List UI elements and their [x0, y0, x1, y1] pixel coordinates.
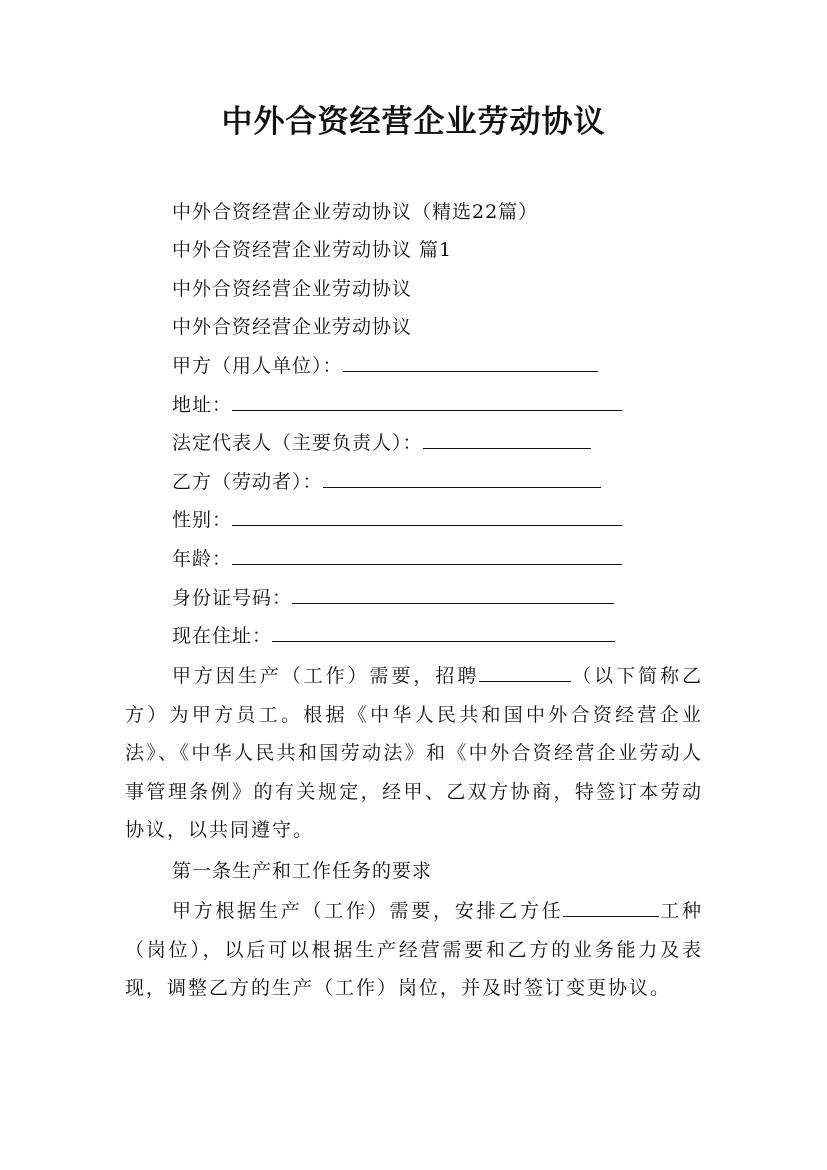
paragraph-recruitment — [125, 657, 703, 850]
fill-blank — [479, 663, 571, 682]
field-employer — [172, 352, 598, 380]
document-title: 中外合资经营企业劳动协议 — [221, 104, 606, 140]
intro-line-3: 中外合资经营企业劳动协议 — [172, 278, 413, 300]
field-label: 性别： — [172, 509, 233, 531]
paragraph-text: 甲方因生产（工作）需要，招聘 — [172, 665, 480, 687]
fill-blank — [563, 898, 659, 917]
paragraph-text: 甲方根据生产（工作）需要，安排乙方任 — [172, 900, 564, 922]
field-current-address — [172, 622, 615, 650]
fill-blank — [323, 469, 601, 488]
field-label: 乙方（劳动者）： — [172, 471, 323, 493]
intro-line-4: 中外合资经营企业劳动协议 — [172, 316, 413, 338]
field-label: 身份证号码： — [172, 587, 293, 609]
field-legal-rep — [172, 429, 591, 457]
field-label: 法定代表人（主要负责人）： — [172, 432, 423, 454]
fill-blank — [232, 546, 622, 565]
field-address — [172, 391, 622, 419]
field-employee — [172, 468, 601, 496]
field-label: 现在住址： — [172, 625, 273, 647]
paragraph-text: （以下简称乙方）为甲方员工。根据《中华人民共和国中外合资经营企业法》、《中华人民共和国劳动法》和《中外合资经营企业劳动人事管理条例》的有关规定，经甲、乙双方协商，特签订本劳动协议，以共同遵守。 — [125, 665, 703, 841]
fill-blank — [232, 507, 622, 526]
paragraph-work-tasks — [125, 892, 703, 1008]
intro-line-2: 中外合资经营企业劳动协议 篇1 — [172, 239, 453, 261]
fill-blank — [423, 430, 591, 449]
field-label: 甲方（用人单位）： — [172, 355, 343, 377]
field-label: 年龄： — [172, 548, 233, 570]
fill-blank — [232, 392, 622, 411]
field-label: 地址： — [172, 394, 233, 416]
field-id-number — [172, 584, 614, 612]
field-age — [172, 545, 622, 573]
section-heading: 第一条生产和工作任务的要求 — [172, 860, 433, 882]
field-gender — [172, 506, 622, 534]
fill-blank — [272, 623, 615, 642]
fill-blank — [292, 585, 614, 604]
paragraph-text: 工种（岗位），以后可以根据生产经营需要和乙方的业务能力及表现，调整乙方的生产（工作）岗位，并及时签订变更协议。 — [125, 900, 703, 999]
fill-blank — [343, 353, 598, 372]
intro-line-1: 中外合资经营企业劳动协议（精选22篇） — [172, 201, 539, 223]
